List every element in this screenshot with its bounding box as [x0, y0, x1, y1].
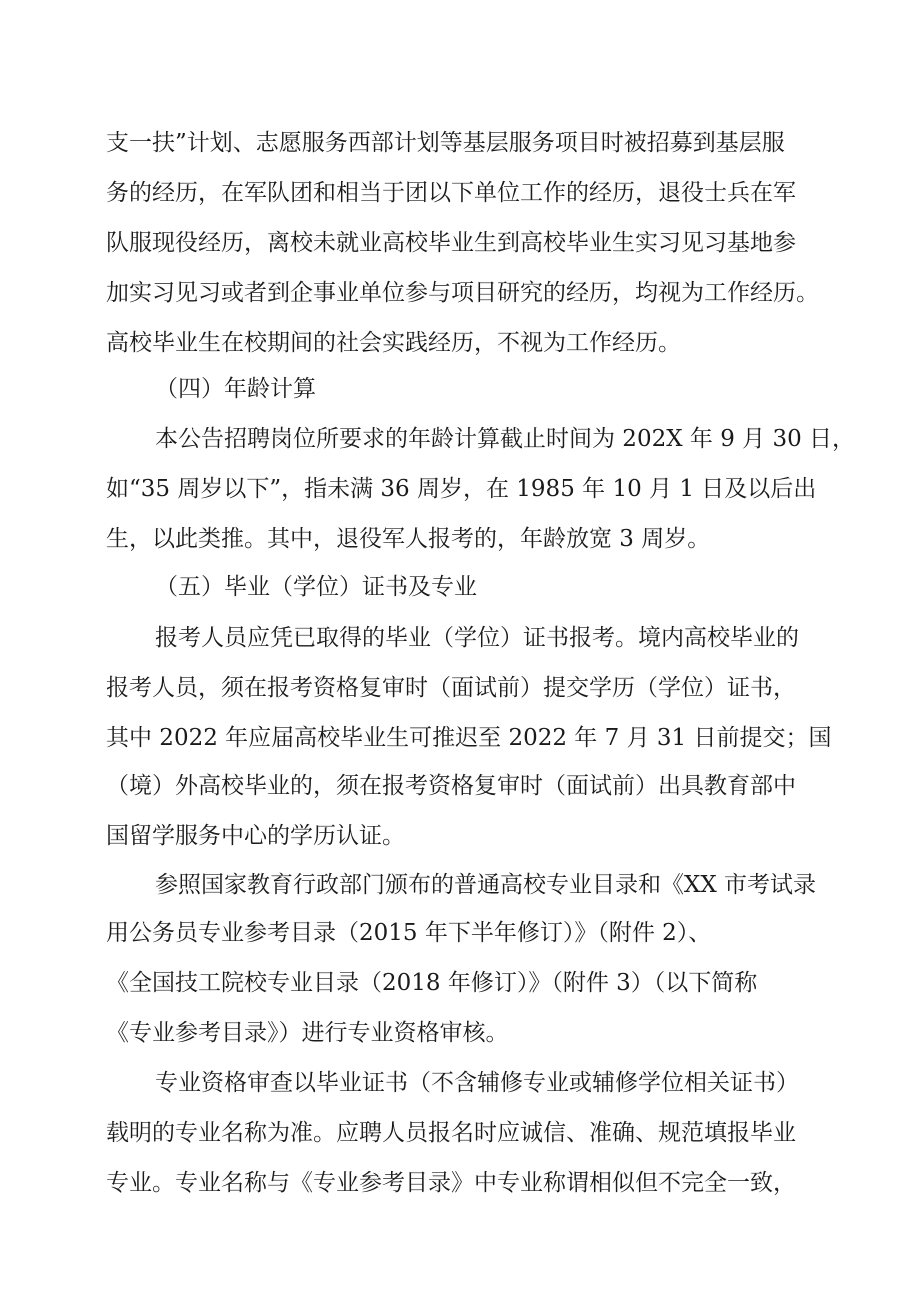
text-line: 加实习见习或者到企事业单位参与项目研究的经历，均视为工作经历。 — [106, 280, 819, 306]
text-line: 报考人员应凭已取得的毕业（学位）证书报考。境内高校毕业的 — [155, 625, 799, 651]
text-line: 务的经历，在军队团和相当于团以下单位工作的经历，退役士兵在军 — [106, 180, 796, 206]
text-line: 其中 2022 年应届高校毕业生可推迟至 2022 年 7 月 31 日前提交；国 — [106, 725, 832, 751]
text-line: 生，以此类推。其中，退役军人报考的，年龄放宽 3 周岁。 — [106, 526, 711, 552]
text-line: 支一扶”计划、志愿服务西部计划等基层服务项目时被招募到基层服 — [106, 130, 785, 156]
text-line: 本公告招聘岗位所要求的年龄计算截止时间为 202X 年 9 月 30 日， — [155, 426, 856, 452]
text-line: 《专业参考目录》）进行专业资格审核。 — [106, 1020, 509, 1046]
text-line: 参照国家教育行政部门颁布的普通高校专业目录和《XX 市考试录 — [155, 872, 817, 898]
section-heading: （四）年龄计算 — [155, 376, 316, 402]
text-line: 国留学服务中心的学历认证。 — [106, 823, 405, 849]
text-line: 《全国技工院校专业目录（2018 年修订）》（附件 3）（以下简称 — [106, 970, 758, 996]
section-heading: （五）毕业（学位）证书及专业 — [155, 574, 477, 600]
text-line: 如“35 周岁以下”，指未满 36 周岁，在 1985 年 10 月 1 日及以后出 — [106, 476, 817, 502]
text-line: 高校毕业生在校期间的社会实践经历，不视为工作经历。 — [106, 330, 681, 356]
text-line: 报考人员，须在报考资格复审时（面试前）提交学历（学位）证书， — [106, 675, 796, 701]
text-line: 专业。专业名称与《专业参考目录》中专业称谓相似但不完全一致， — [106, 1170, 796, 1196]
text-line: 队服现役经历，离校未就业高校毕业生到高校毕业生实习见习基地参 — [106, 230, 796, 256]
text-line: 用公务员专业参考目录（2015 年下半年修订）》（附件 2）、 — [106, 920, 712, 946]
text-line: 专业资格审查以毕业证书（不含辅修专业或辅修学位相关证书） — [155, 1070, 799, 1096]
text-line: 载明的专业名称为准。应聘人员报名时应诚信、准确、规范填报毕业 — [106, 1120, 796, 1146]
text-line: （境）外高校毕业的，须在报考资格复审时（面试前）出具教育部中 — [106, 773, 796, 799]
